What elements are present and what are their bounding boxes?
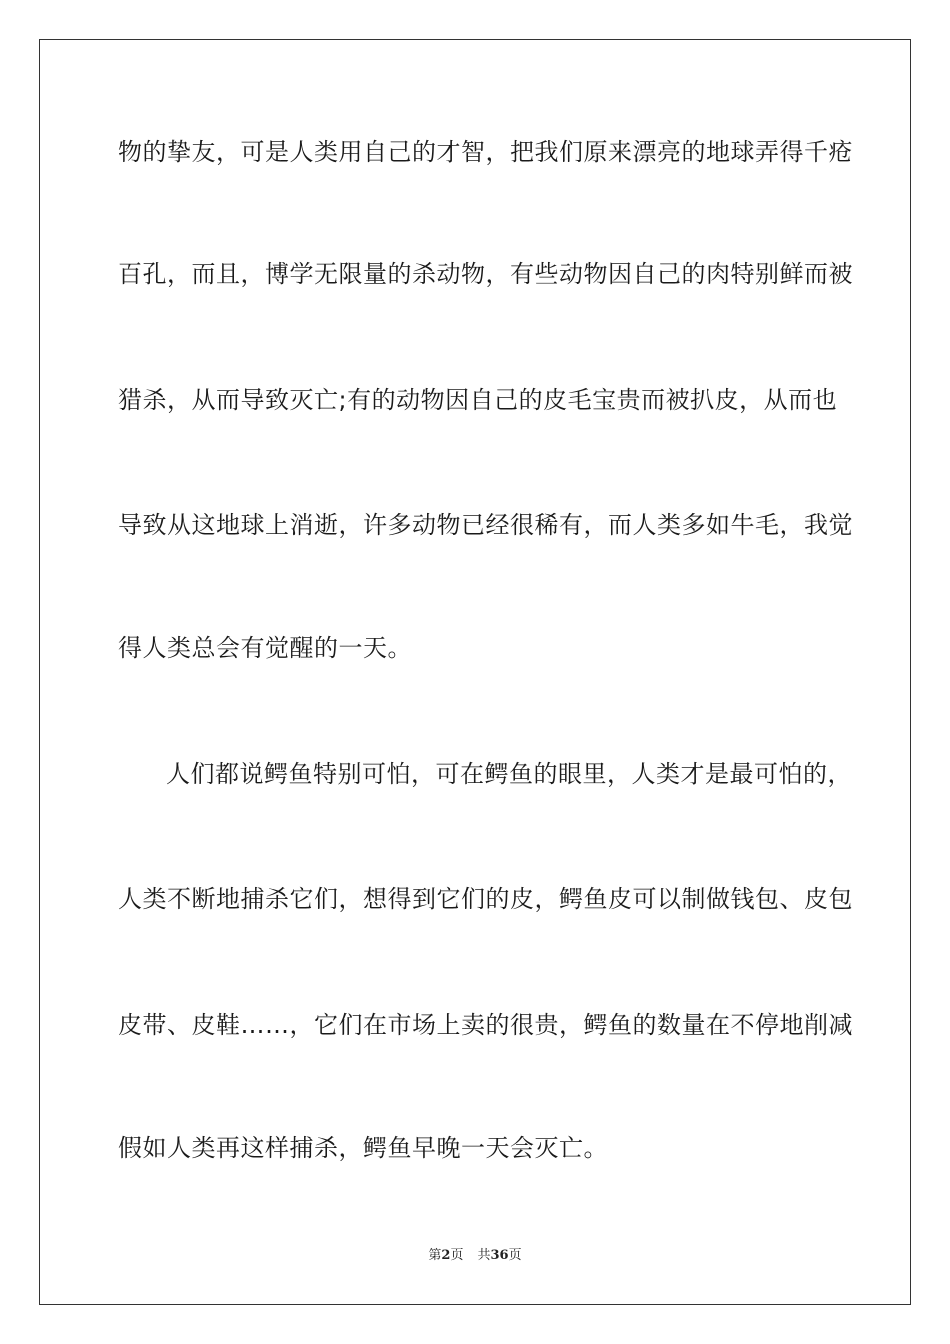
paragraph-line-5: 得人类总会有觉醒的一天。 — [118, 634, 412, 662]
page-prefix: 第 — [428, 1248, 442, 1263]
paragraph-line-8: 皮带、皮鞋……，它们在市场上卖的很贵，鳄鱼的数量在不停地削减 — [118, 1011, 853, 1039]
page-border — [39, 39, 911, 1305]
page-number: 2 — [441, 1248, 451, 1263]
paragraph-line-6: 人们都说鳄鱼特别可怕，可在鳄鱼的眼里，人类才是最可怕的， — [166, 760, 852, 788]
paragraph-line-2: 百孔，而且，博学无限量的杀动物，有些动物因自己的肉特别鲜而被 — [118, 260, 853, 288]
paragraph-line-3: 猎杀，从而导致灭亡;有的动物因自己的皮毛宝贵而被扒皮，从而也 — [118, 386, 838, 414]
paragraph-line-4: 导致从这地球上消逝，许多动物已经很稀有，而人类多如牛毛，我觉 — [118, 511, 853, 539]
page-suffix: 页 — [450, 1248, 464, 1263]
page-footer — [0, 1246, 950, 1266]
total-prefix: 共 — [477, 1248, 491, 1263]
paragraph-line-7: 人类不断地捕杀它们，想得到它们的皮，鳄鱼皮可以制做钱包、皮包 — [118, 885, 853, 913]
total-pages: 36 — [490, 1248, 509, 1263]
paragraph-line-9: 假如人类再这样捕杀，鳄鱼早晚一天会灭亡。 — [118, 1134, 608, 1162]
total-suffix: 页 — [508, 1248, 522, 1263]
paragraph-line-1: 物的挚友，可是人类用自己的才智，把我们原来漂亮的地球弄得千疮 — [118, 138, 853, 166]
